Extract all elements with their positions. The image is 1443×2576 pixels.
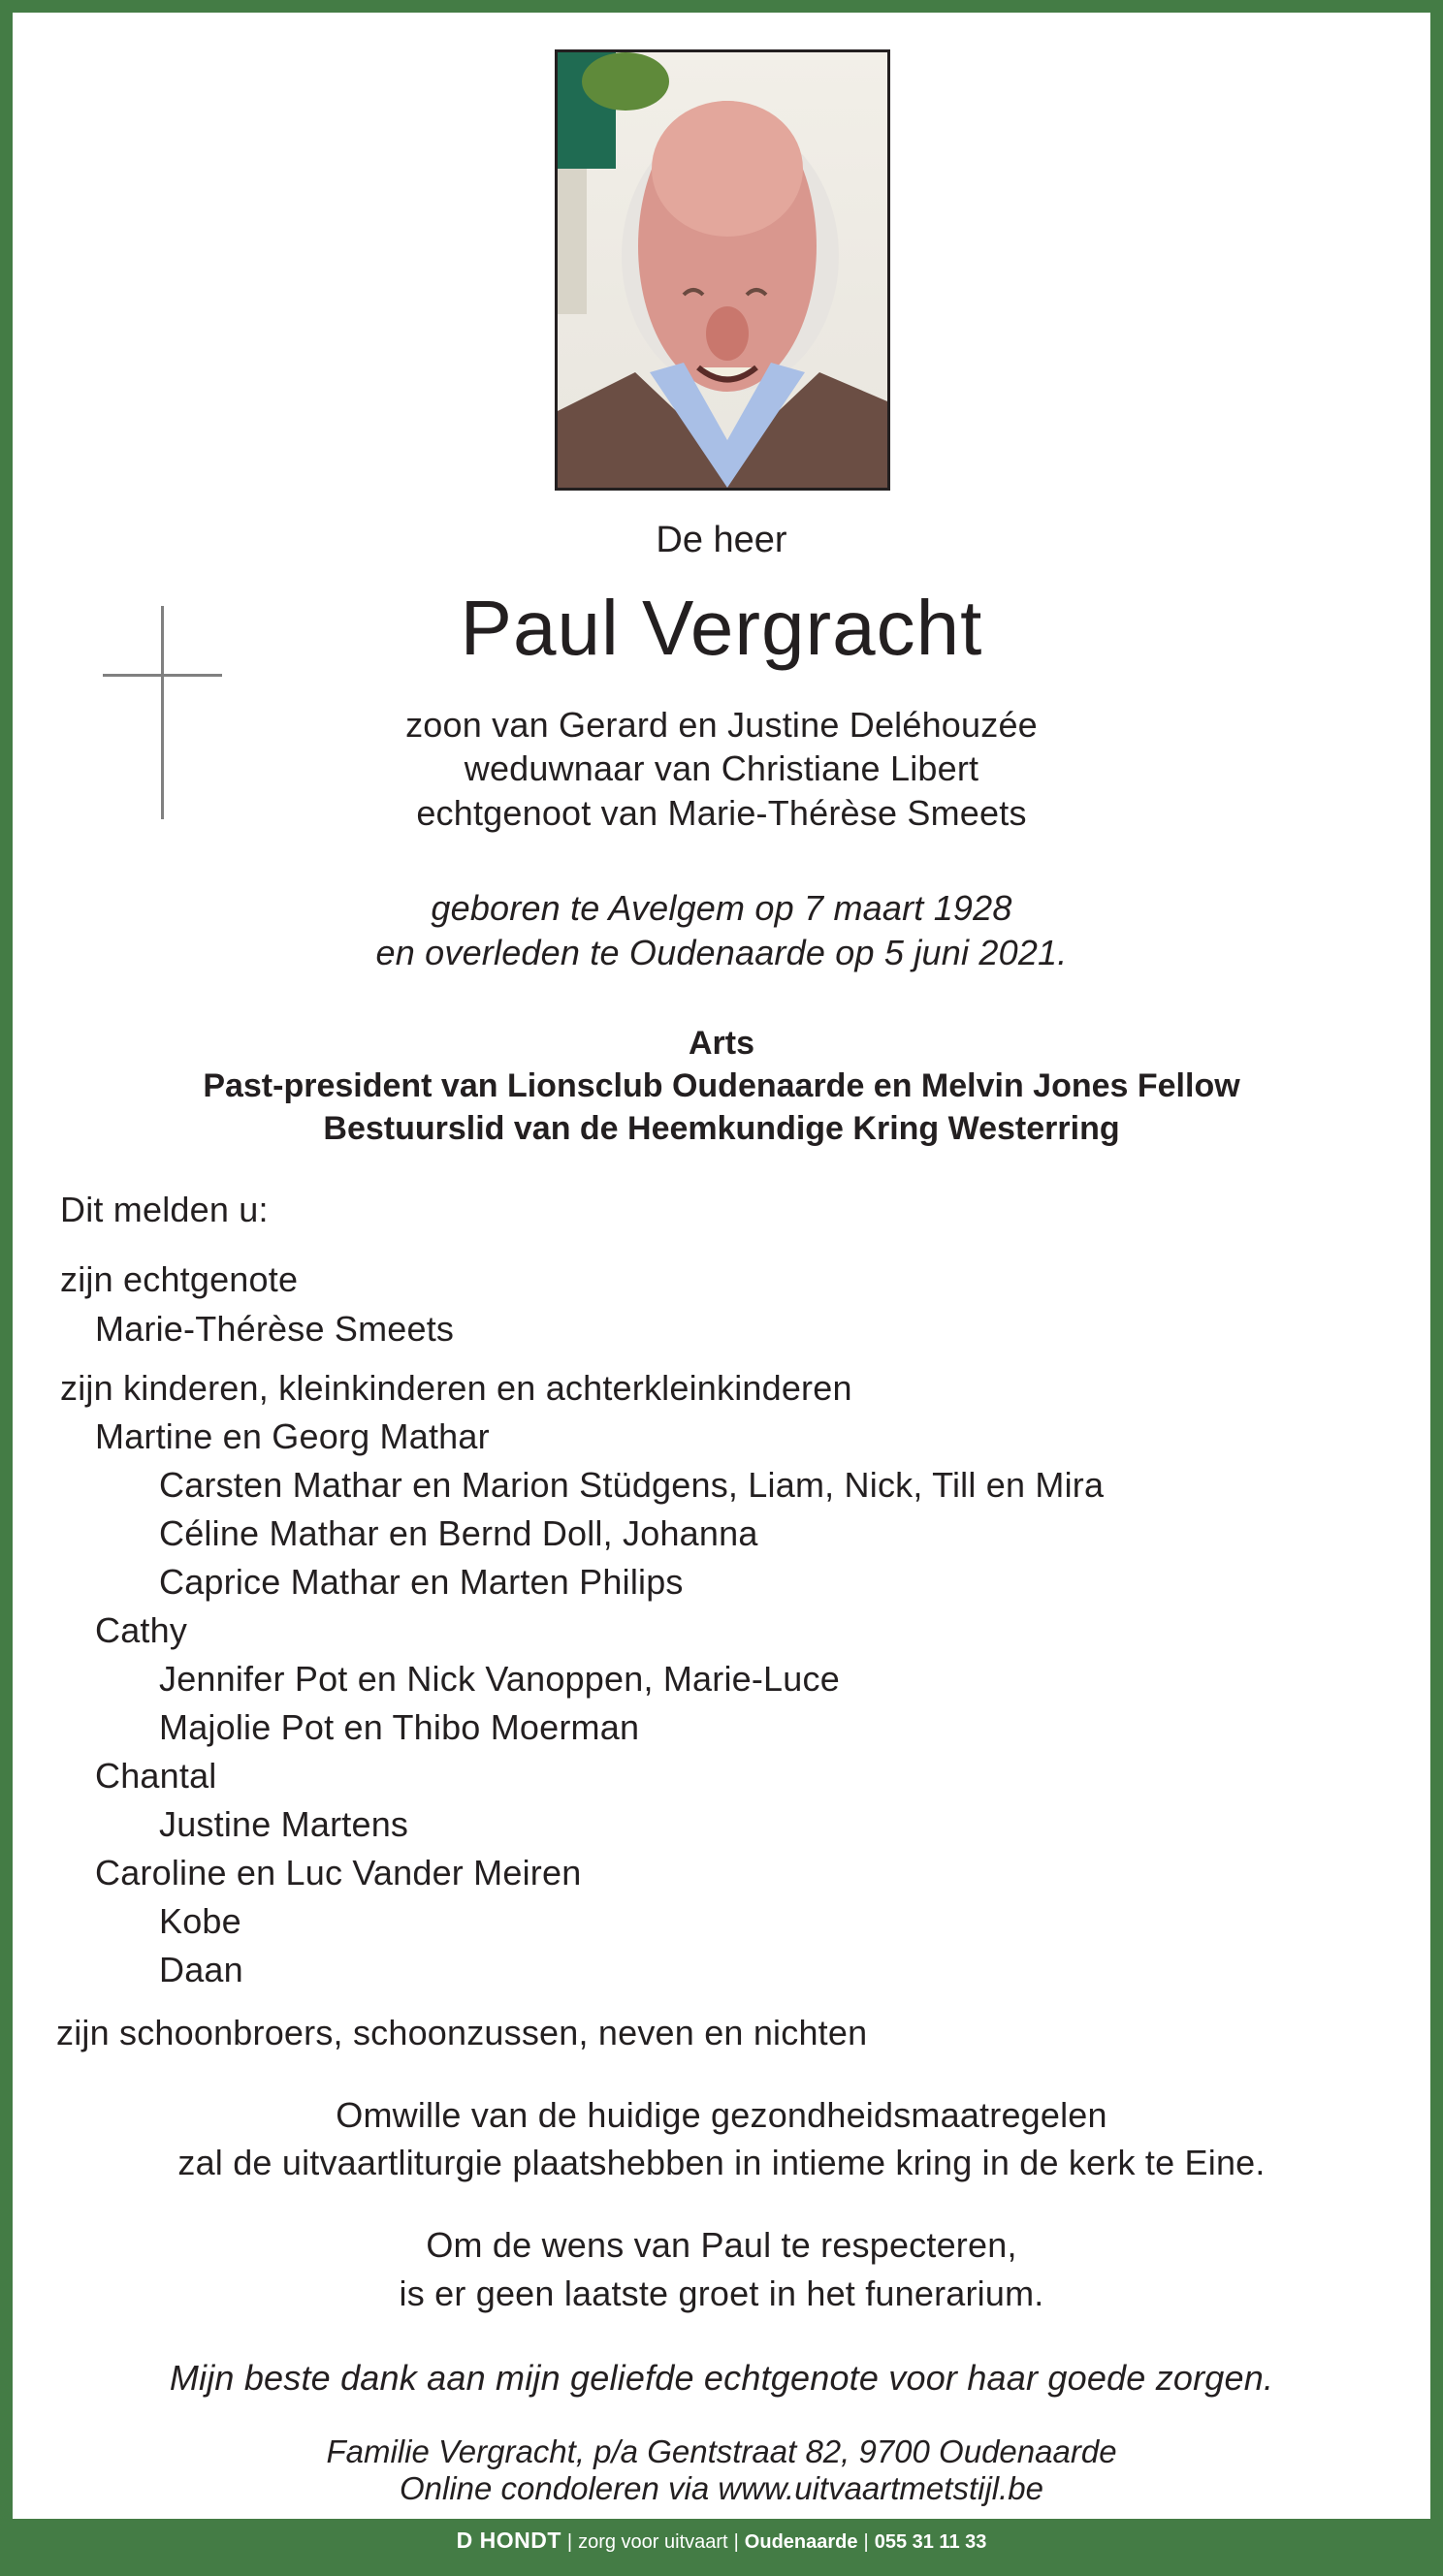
child-2: Cathy [95, 1610, 188, 1650]
family-address: Familie Vergracht, p/a Gentstraat 82, 9700 Oudenaarde [326, 2433, 1117, 2469]
portrait-illustration [558, 52, 887, 488]
title-profession: Arts [688, 1025, 755, 1062]
spouse-name: Marie-Thérèse Smeets [95, 1309, 455, 1349]
relation-widower: weduwnaar van Christiane Libert [464, 748, 979, 788]
honorific: De heer [656, 520, 787, 560]
spouse-heading: zijn echtgenote [60, 1259, 299, 1299]
ceremony-line-2: zal de uitvaartliturgie plaatshebben in intieme kring in de kerk te Eine. [177, 2143, 1266, 2182]
grandchild-4-2: Daan [159, 1950, 243, 1989]
child-4: Caroline en Luc Vander Meiren [95, 1853, 582, 1892]
grandchild-2-1: Jennifer Pot en Nick Vanoppen, Marie-Luce [159, 1659, 840, 1699]
relation-spouse: echtgenoot van Marie-Thérèse Smeets [416, 793, 1027, 833]
relation-parents: zoon van Gerard en Justine Deléhouzée [405, 705, 1038, 745]
title-heemkundige-kring: Bestuurslid van de Heemkundige Kring Westerring [323, 1110, 1120, 1147]
relatives-line: zijn schoonbroers, schoonzussen, neven en nichten [56, 2013, 868, 2052]
funeral-home-logo: D HONDT [456, 2528, 561, 2553]
thanks-line: Mijn beste dank aan mijn geliefde echtgenote voor haar goede zorgen. [169, 2358, 1274, 2398]
grandchild-1-2: Céline Mathar en Bernd Doll, Johanna [159, 1513, 758, 1553]
wish-line-2: is er geen laatste groet in het funerarium. [399, 2274, 1044, 2313]
ceremony-line-1: Omwille van de huidige gezondheidsmaatregelen [336, 2095, 1107, 2135]
separator: | [566, 2531, 573, 2553]
birth-line: geboren te Avelgem op 7 maart 1928 [431, 888, 1012, 928]
announcement-intro: Dit melden u: [60, 1190, 269, 1229]
death-line: en overleden te Oudenaarde op 5 juni 2021. [375, 933, 1068, 972]
funeral-home-city: Oudenaarde [744, 2531, 858, 2553]
grandchild-3-1: Justine Martens [159, 1804, 409, 1844]
child-3: Chantal [95, 1756, 217, 1796]
funeral-home-info [0, 2528, 1443, 2554]
children-heading: zijn kinderen, kleinkinderen en achterkleinkinderen [60, 1368, 852, 1408]
funeral-home-phone: 055 31 11 33 [874, 2531, 987, 2553]
wish-line-1: Om de wens van Paul te respecteren, [426, 2225, 1017, 2265]
separator: | [863, 2531, 869, 2553]
grandchild-1-3: Caprice Mathar en Marten Philips [159, 1562, 684, 1602]
portrait-photo [555, 49, 890, 491]
grandchild-4-1: Kobe [159, 1901, 241, 1941]
grandchild-1-1: Carsten Mathar en Marion Stüdgens, Liam, Nick, Till en Mira [159, 1465, 1105, 1505]
title-lionsclub: Past-president van Lionsclub Oudenaarde en Melvin Jones Fellow [203, 1067, 1240, 1104]
child-1: Martine en Georg Mathar [95, 1416, 490, 1456]
separator: | [733, 2531, 739, 2553]
grandchild-2-2: Majolie Pot en Thibo Moerman [159, 1707, 640, 1747]
funeral-home-tagline: zorg voor uitvaart [578, 2531, 728, 2553]
deceased-name: Paul Vergracht [460, 585, 983, 671]
online-condolence: Online condoleren via www.uitvaartmetstijl.be [400, 2470, 1043, 2506]
